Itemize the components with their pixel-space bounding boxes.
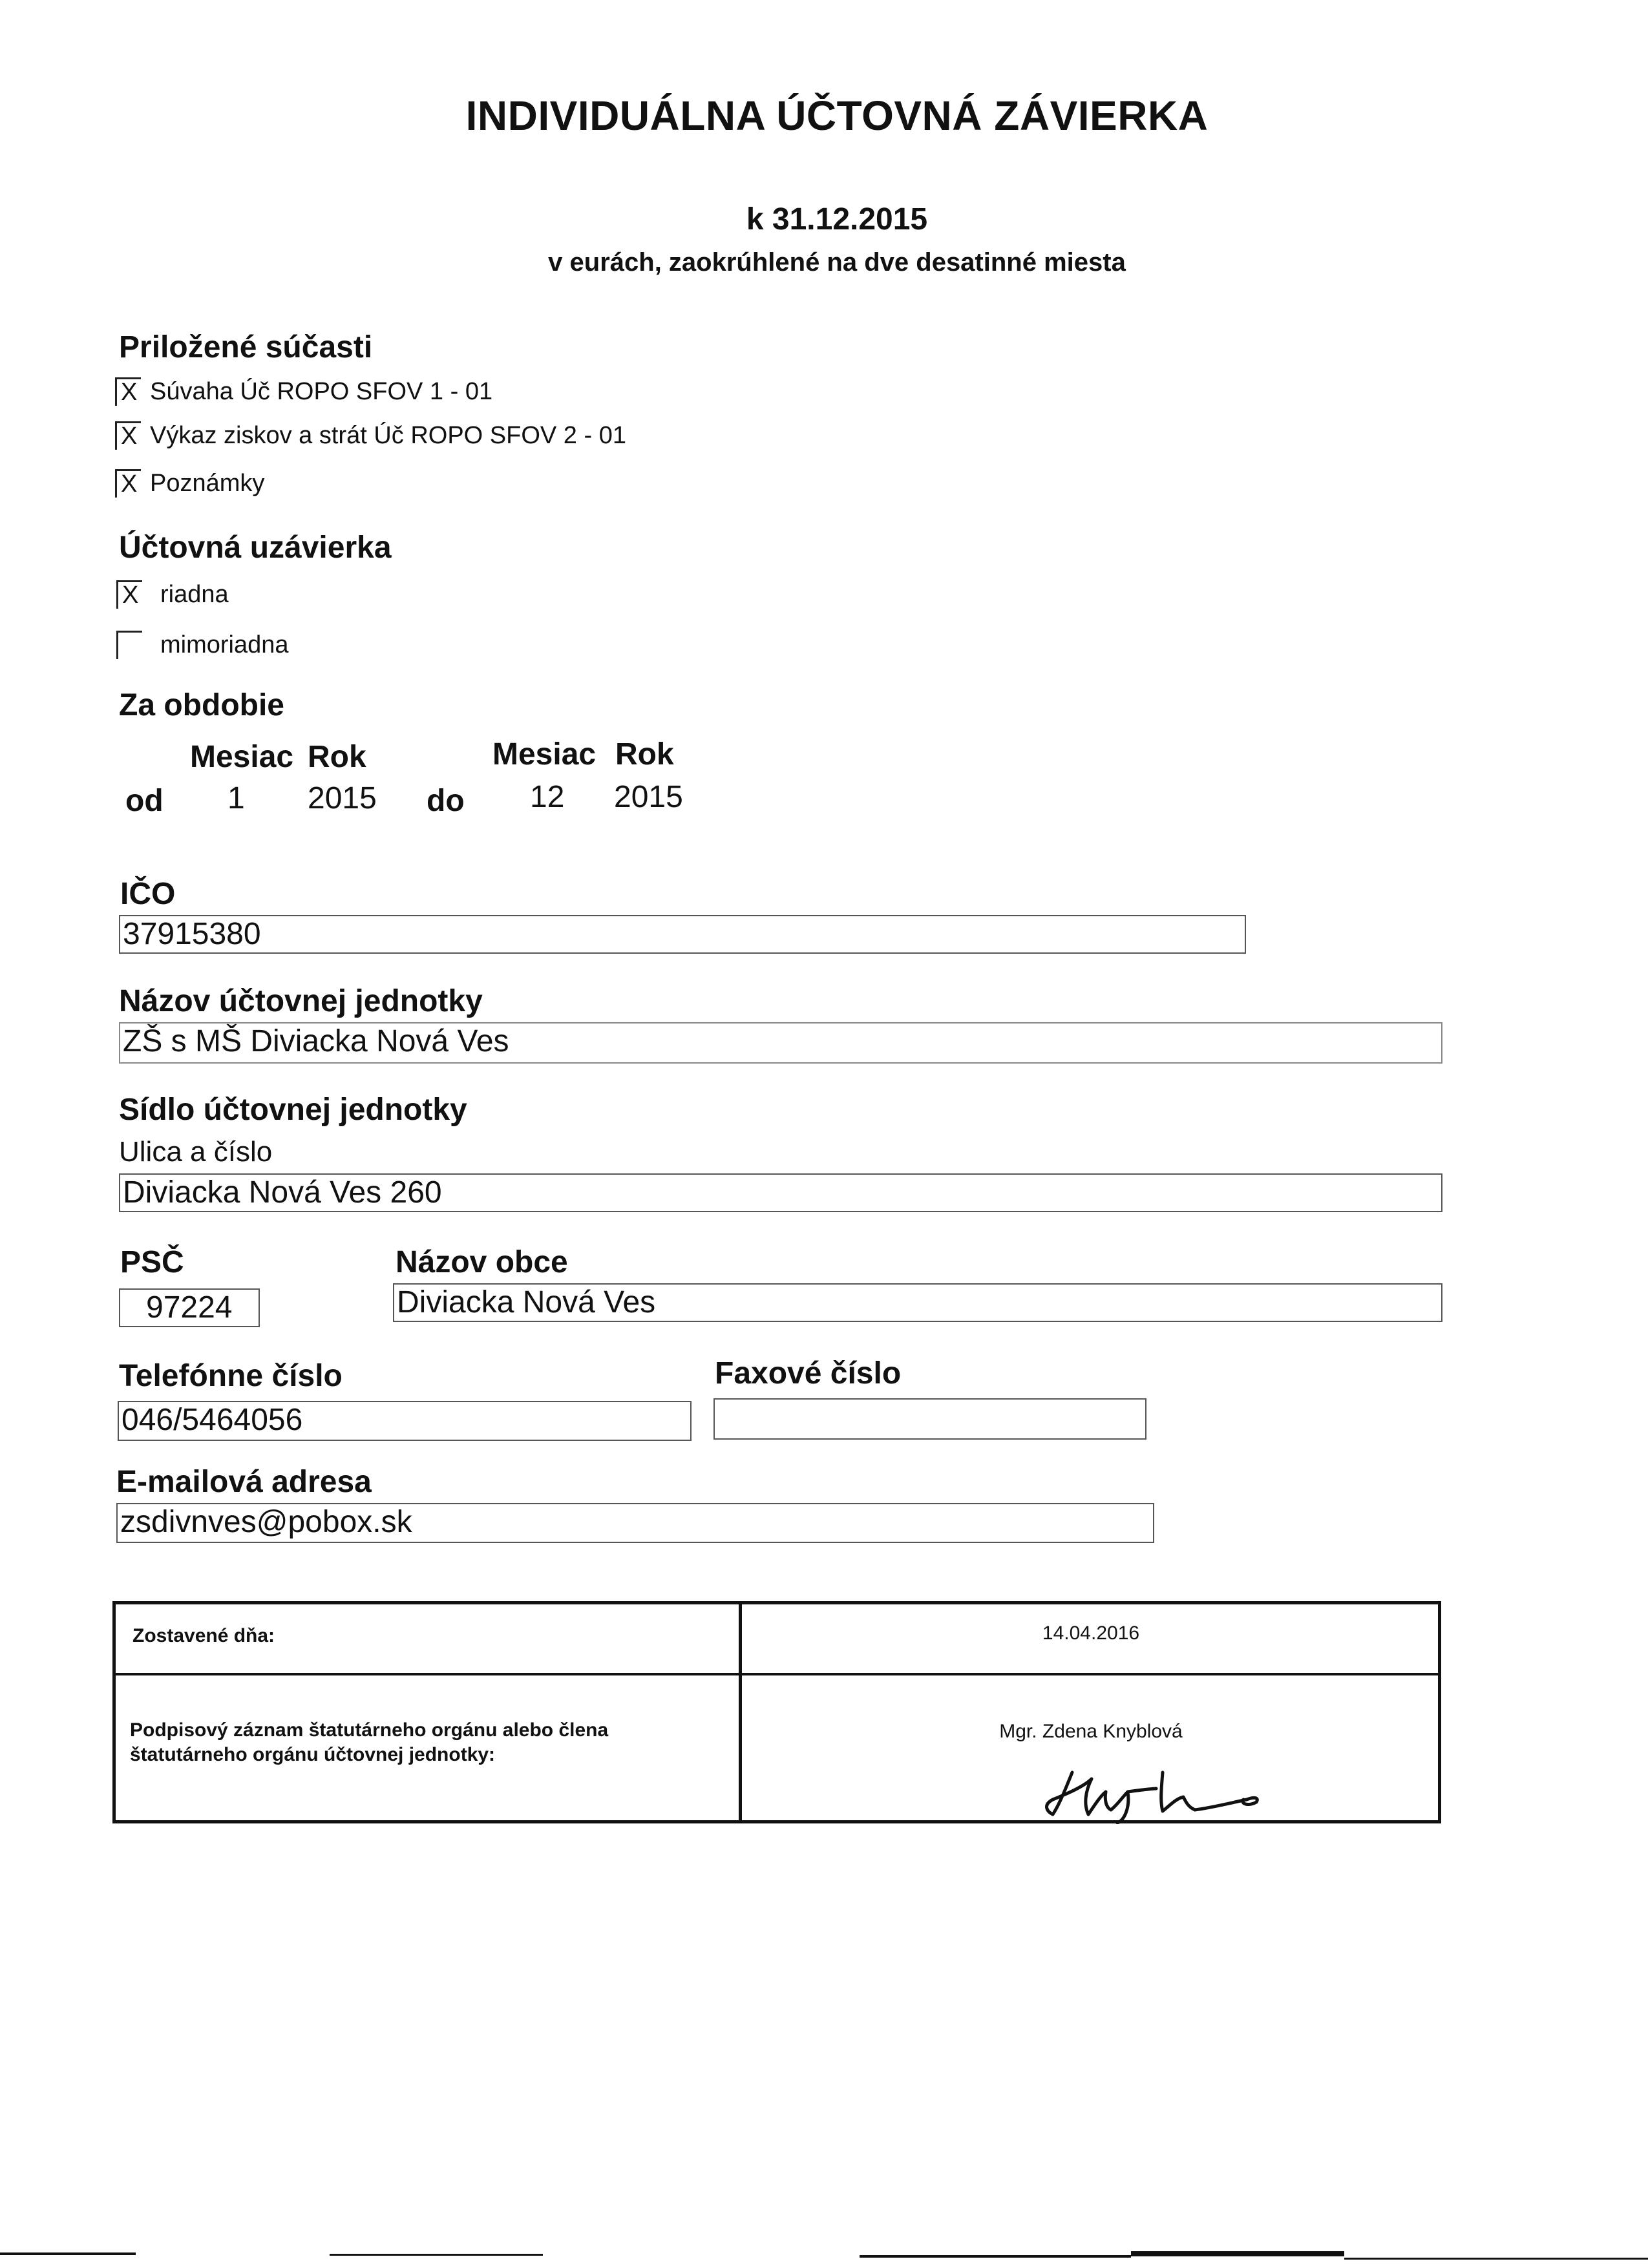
from-year: 2015 bbox=[308, 781, 377, 815]
closing-label: riadna bbox=[160, 580, 229, 608]
fax-field[interactable] bbox=[713, 1398, 1146, 1440]
street-label: Ulica a číslo bbox=[119, 1136, 273, 1168]
report-date: k 31.12.2015 bbox=[746, 202, 928, 236]
city-label: Názov obce bbox=[396, 1245, 568, 1279]
seat-label: Sídlo účtovnej jednotky bbox=[119, 1093, 467, 1127]
attachment-label: Súvaha Úč ROPO SFOV 1 - 01 bbox=[150, 377, 493, 405]
from-label: od bbox=[125, 784, 164, 818]
attachment-item bbox=[115, 469, 264, 498]
attachment-item bbox=[115, 421, 626, 450]
page-title: INDIVIDUÁLNA ÚČTOVNÁ ZÁVIERKA bbox=[465, 92, 1209, 139]
signatory-name: Mgr. Zdena Knyblová bbox=[999, 1721, 1183, 1742]
from-year-header: Rok bbox=[308, 740, 366, 774]
checkbox-extraordinary[interactable] bbox=[116, 631, 142, 659]
scan-rule bbox=[1131, 2251, 1344, 2256]
closing-heading: Účtovná uzávierka bbox=[119, 530, 392, 565]
street-field[interactable]: Diviacka Nová Ves 260 bbox=[119, 1173, 1442, 1212]
psc-field[interactable]: 97224 bbox=[119, 1288, 260, 1327]
closing-label: mimoriadna bbox=[160, 631, 289, 658]
checkbox-income-statement[interactable]: X bbox=[115, 421, 141, 450]
units-note: v eurách, zaokrúhlené na dve desatinné miesta bbox=[548, 248, 1126, 277]
psc-label: PSČ bbox=[120, 1245, 184, 1279]
from-month: 1 bbox=[227, 781, 245, 815]
phone-label: Telefónne číslo bbox=[119, 1359, 343, 1393]
attachment-item bbox=[115, 377, 492, 406]
to-year: 2015 bbox=[614, 780, 683, 814]
from-month-header: Mesiac bbox=[190, 740, 294, 774]
checkbox-regular[interactable]: X bbox=[116, 580, 142, 609]
phone-field[interactable]: 046/5464056 bbox=[118, 1401, 692, 1441]
email-label: E-mailová adresa bbox=[116, 1465, 372, 1499]
city-field[interactable]: Diviacka Nová Ves bbox=[393, 1283, 1442, 1322]
attachment-label: Poznámky bbox=[150, 469, 265, 497]
scan-rule bbox=[1344, 2258, 1648, 2260]
ico-field[interactable]: 37915380 bbox=[119, 915, 1246, 954]
period-heading: Za obdobie bbox=[119, 688, 284, 722]
signature-label-line2: štatutárneho orgánu účtovnej jednotky: bbox=[130, 1744, 496, 1765]
signature-table bbox=[112, 1601, 1441, 1823]
scan-rule bbox=[860, 2255, 1131, 2258]
checkbox-balance-sheet[interactable]: X bbox=[115, 377, 141, 406]
signature-label-line1: Podpisový záznam štatutárneho orgánu alebo člena bbox=[130, 1719, 609, 1741]
to-month: 12 bbox=[530, 780, 565, 814]
scan-rule bbox=[0, 2252, 136, 2255]
closing-item bbox=[116, 580, 229, 609]
table-divider-horizontal bbox=[116, 1673, 1438, 1675]
closing-item bbox=[116, 631, 289, 659]
ico-label: IČO bbox=[120, 877, 176, 911]
to-month-header: Mesiac bbox=[492, 737, 597, 772]
attachments-heading: Priložené súčasti bbox=[119, 330, 373, 364]
email-field[interactable]: zsdivnves@pobox.sk bbox=[116, 1503, 1154, 1543]
checkbox-notes[interactable]: X bbox=[115, 469, 141, 498]
handwritten-signature bbox=[1033, 1759, 1369, 1824]
compiled-date-value: 14.04.2016 bbox=[1042, 1622, 1140, 1644]
to-year-header: Rok bbox=[615, 737, 674, 772]
fax-label: Faxové číslo bbox=[715, 1356, 902, 1391]
entity-name-label: Názov účtovnej jednotky bbox=[119, 984, 483, 1018]
compiled-date-label: Zostavené dňa: bbox=[132, 1625, 275, 1646]
entity-name-field[interactable]: ZŠ s MŠ Diviacka Nová Ves bbox=[119, 1022, 1442, 1064]
to-label: do bbox=[427, 784, 465, 818]
attachment-label: Výkaz ziskov a strát Úč ROPO SFOV 2 - 01 bbox=[150, 421, 626, 449]
scan-rule bbox=[330, 2254, 543, 2256]
